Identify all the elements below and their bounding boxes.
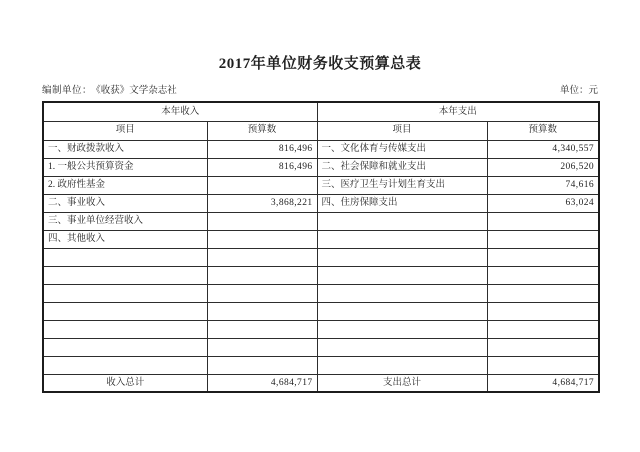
expense-budget-cell: 4,340,557 [487,140,599,158]
table-row [43,212,599,230]
table-row [43,194,599,212]
expense-budget-cell [487,320,599,338]
prepared-by-label: 编制单位： [42,86,93,96]
income-item-cell [43,284,207,302]
expense-item-cell [317,248,487,266]
expense-budget-cell [487,284,599,302]
income-budget-cell: 3,868,221 [207,194,317,212]
expense-item-cell [317,356,487,374]
table-row [43,230,599,248]
income-item-cell [43,266,207,284]
expense-budget-cell [487,338,599,356]
income-budget-cell: 816,496 [207,158,317,176]
income-budget-cell [207,338,317,356]
table-row [43,338,599,356]
expense-item-cell [317,212,487,230]
income-budget-cell: 816,496 [207,140,317,158]
expense-item-cell [317,320,487,338]
table-row [43,158,599,176]
income-item-cell [43,356,207,374]
budget-table [42,101,600,393]
unit-label: 单位：元 [559,86,598,96]
expense-budget-cell [487,302,599,320]
income-item-cell: 2. 政府性基金 [43,176,207,194]
income-section-header: 本年收入 [43,102,317,121]
income-budget-cell [207,320,317,338]
income-budget-cell [207,356,317,374]
table-row [43,284,599,302]
table-row [43,320,599,338]
prepared-by-line [42,82,177,96]
meta-row [42,82,598,96]
income-item-cell: 二、事业收入 [43,194,207,212]
expense-item-cell: 三、医疗卫生与计划生育支出 [317,176,487,194]
expense-budget-cell [487,212,599,230]
income-item-cell: 1. 一般公共预算资金 [43,158,207,176]
prepared-by-value: 《收获》文学杂志社 [96,86,177,96]
page-title: 2017年单位财务收支预算总表 [218,56,422,72]
table-row [43,176,599,194]
expense-budget-column-header: 预算数 [487,121,599,140]
expense-item-cell [317,338,487,356]
income-budget-cell [207,248,317,266]
expense-budget-cell [487,248,599,266]
income-item-cell: 四、其他收入 [43,230,207,248]
expense-item-cell: 四、住房保障支出 [317,194,487,212]
expense-item-cell [317,230,487,248]
expense-budget-cell [487,230,599,248]
section-header-row [43,102,599,121]
expense-item-cell: 一、文化体育与传媒支出 [317,140,487,158]
expense-budget-cell: 74,616 [487,176,599,194]
expense-budget-cell [487,266,599,284]
income-total-label: 收入总计 [43,374,207,392]
expense-total-value: 4,684,717 [487,374,599,392]
expense-item-cell [317,284,487,302]
income-budget-cell [207,230,317,248]
income-item-cell [43,338,207,356]
table-row [43,266,599,284]
column-header-row [43,121,599,140]
income-budget-cell [207,266,317,284]
income-total-value: 4,684,717 [207,374,317,392]
income-budget-column-header: 预算数 [207,121,317,140]
income-budget-cell [207,302,317,320]
expense-budget-cell: 63,024 [487,194,599,212]
expense-item-cell [317,302,487,320]
expense-total-label: 支出总计 [317,374,487,392]
expense-item-cell: 二、社会保障和就业支出 [317,158,487,176]
document-content [42,82,598,393]
table-row [43,140,599,158]
table-row [43,356,599,374]
total-row [43,374,599,392]
table-row [43,302,599,320]
income-item-cell: 一、财政拨款收入 [43,140,207,158]
income-item-cell [43,320,207,338]
income-item-cell: 三、事业单位经营收入 [43,212,207,230]
income-budget-cell [207,176,317,194]
income-budget-cell [207,212,317,230]
income-item-cell [43,302,207,320]
table-row [43,248,599,266]
expense-budget-cell [487,356,599,374]
expense-item-cell [317,266,487,284]
expense-section-header: 本年支出 [317,102,599,121]
expense-item-column-header: 项目 [317,121,487,140]
income-budget-cell [207,284,317,302]
income-item-cell [43,248,207,266]
expense-budget-cell: 206,520 [487,158,599,176]
income-item-column-header: 项目 [43,121,207,140]
